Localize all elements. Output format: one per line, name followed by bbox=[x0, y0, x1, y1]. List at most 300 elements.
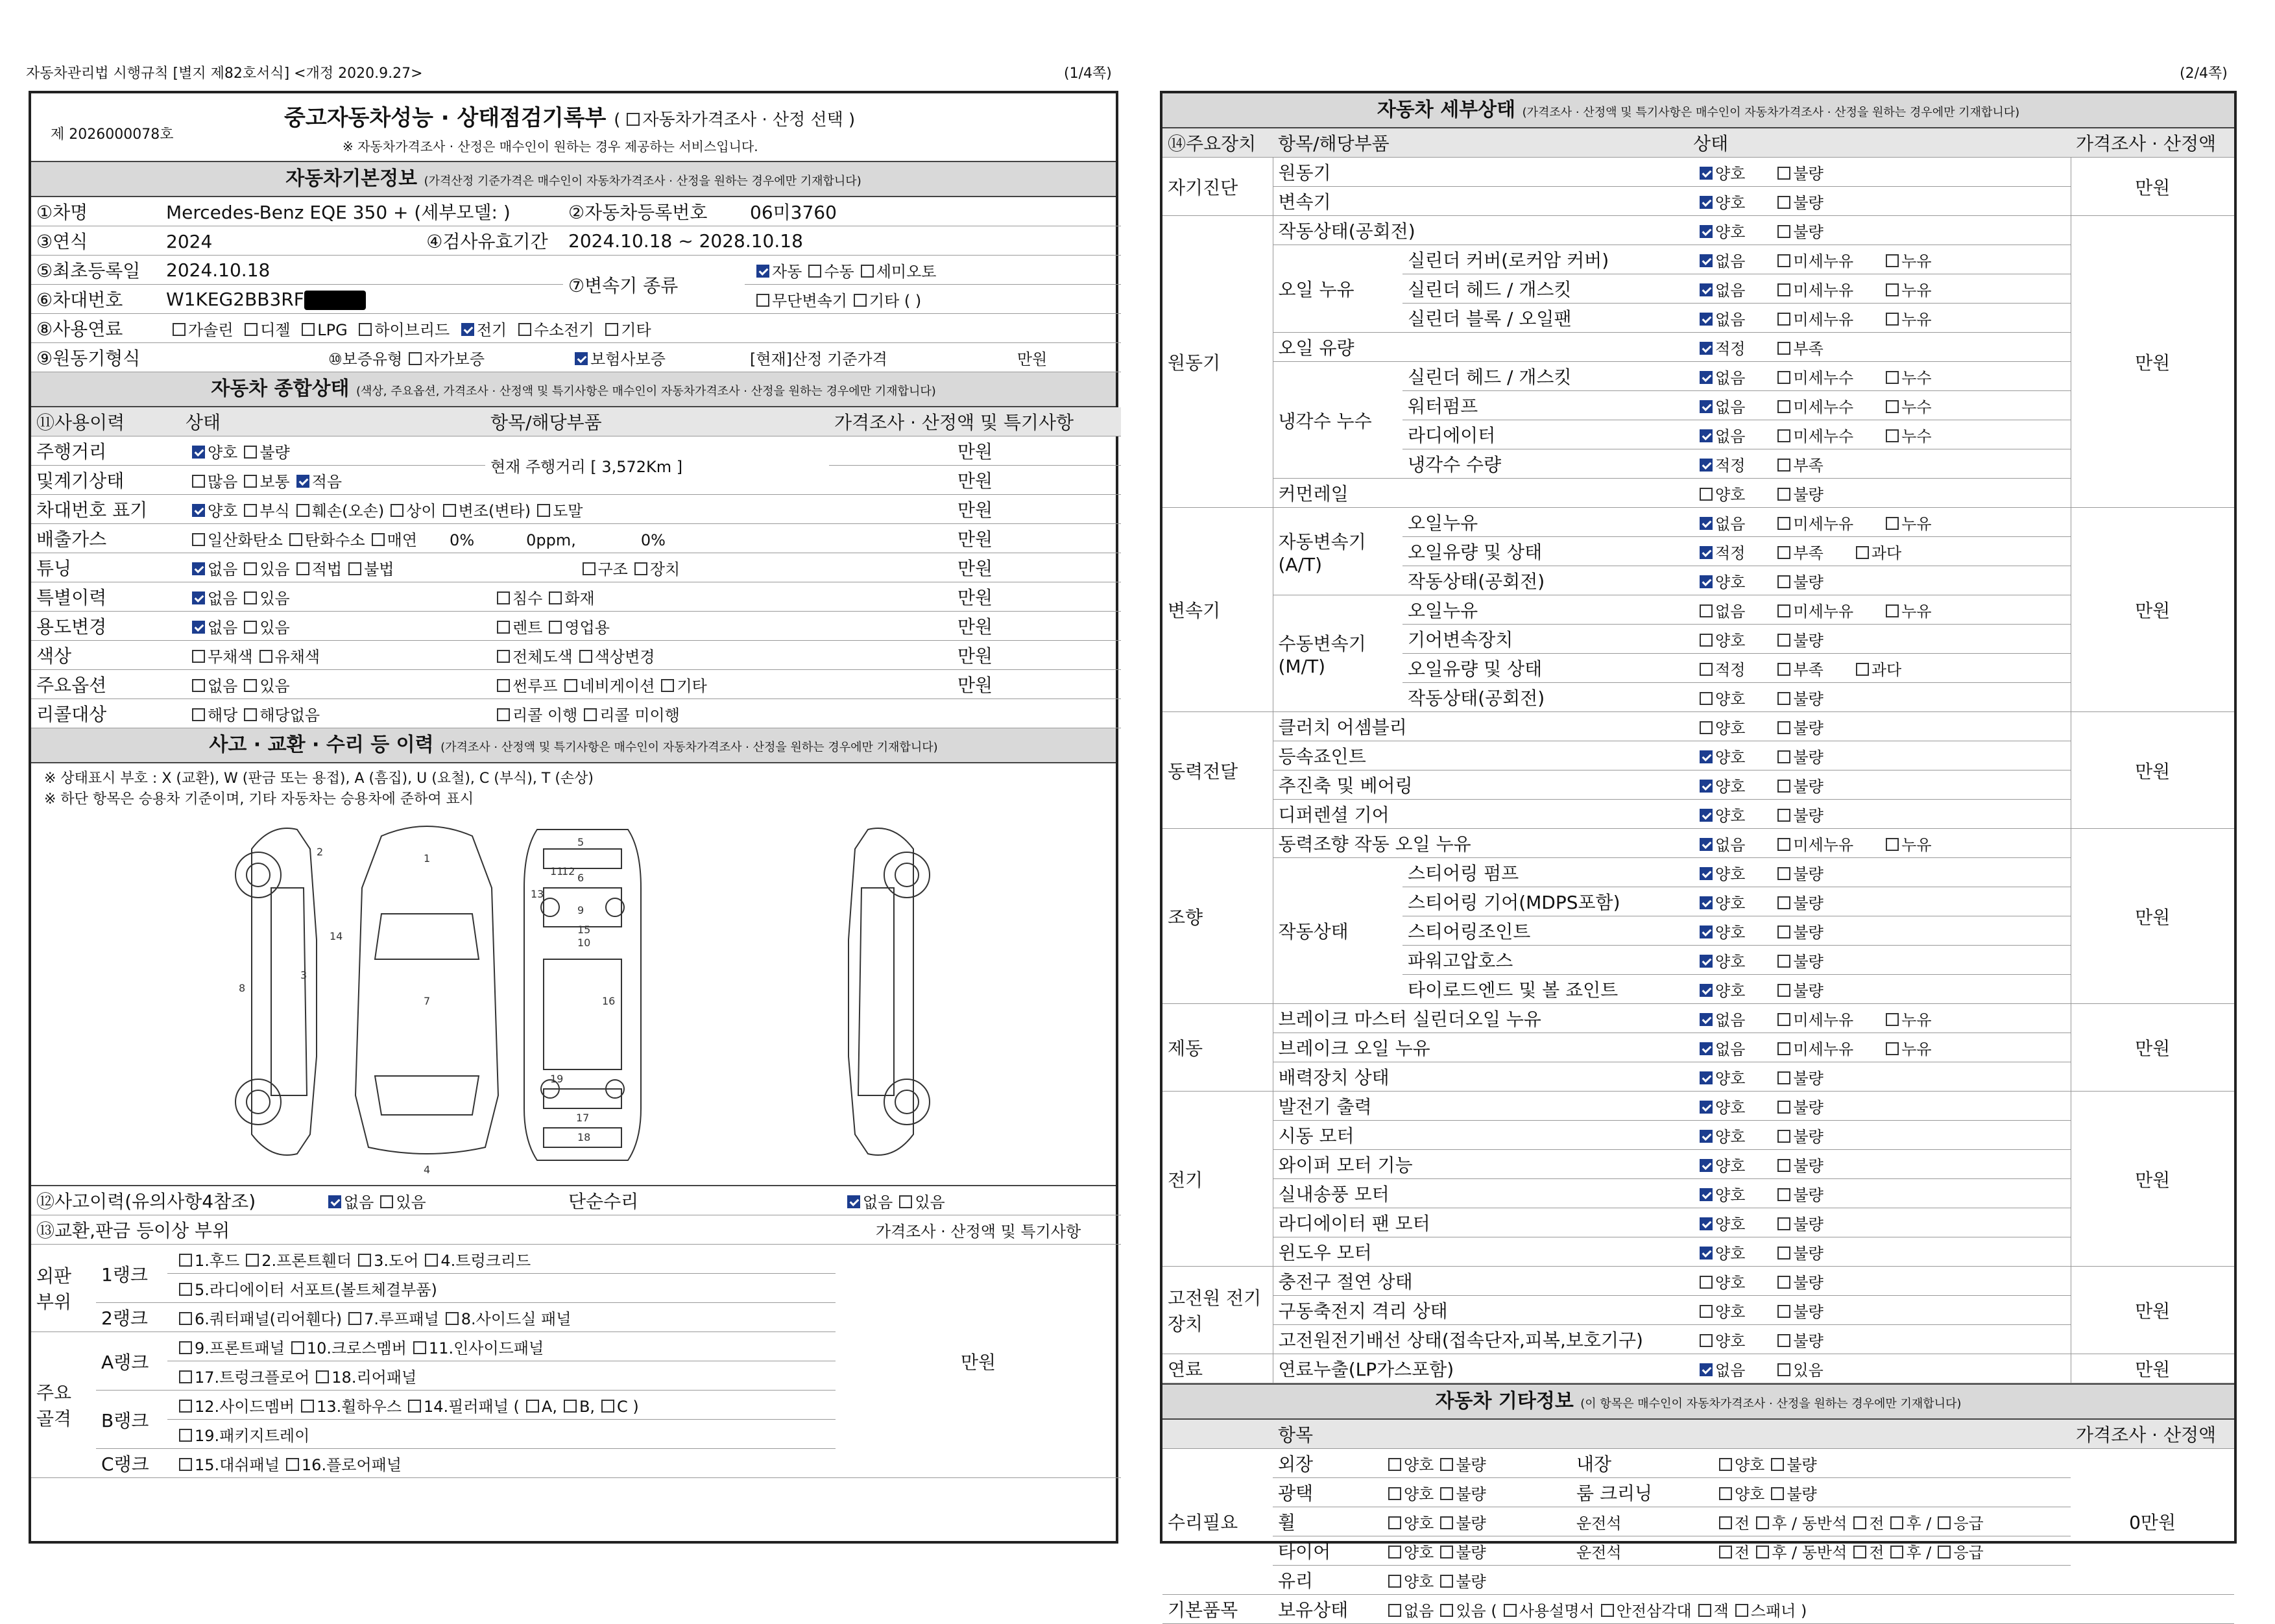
detail-state: 양호 불량 bbox=[1688, 946, 2071, 975]
left-page bbox=[29, 91, 1118, 1544]
tire-front-checkbox[interactable] bbox=[1719, 1546, 1732, 1558]
tire-rear-checkbox[interactable] bbox=[1890, 1546, 1903, 1558]
detail-state-checkbox[interactable] bbox=[1777, 1363, 1790, 1376]
detail-state-checkbox[interactable] bbox=[1777, 809, 1790, 822]
other-price: 0만원 bbox=[2071, 1449, 2234, 1595]
detail-state-checkbox[interactable] bbox=[1700, 955, 1713, 968]
part-8-checkbox[interactable] bbox=[446, 1312, 459, 1325]
detail-state-checkbox[interactable] bbox=[1700, 1188, 1713, 1201]
usage-yes-checkbox[interactable] bbox=[244, 621, 257, 634]
trans-manual-checkbox[interactable] bbox=[808, 265, 821, 278]
detail-state-checkbox[interactable] bbox=[1777, 838, 1790, 851]
detail-state-checkbox[interactable] bbox=[1886, 1042, 1899, 1055]
diagram-label-7: 7 bbox=[424, 995, 431, 1007]
detail-state-checkbox[interactable] bbox=[1700, 838, 1713, 851]
detail-col-price: 가격조사 · 산정액 bbox=[2071, 128, 2234, 158]
part-9-checkbox[interactable] bbox=[179, 1341, 192, 1354]
part-13-checkbox[interactable] bbox=[301, 1400, 314, 1413]
detail-state: 양호 불량 bbox=[1688, 625, 2071, 654]
detail-state-checkbox[interactable] bbox=[1700, 1130, 1713, 1143]
mileage-good-checkbox[interactable] bbox=[192, 446, 205, 459]
exchange-price-col: 가격조사 · 산정액 및 특기사항 bbox=[836, 1215, 1121, 1245]
detail-state-checkbox[interactable] bbox=[1700, 1217, 1713, 1230]
detail-state-checkbox[interactable] bbox=[1777, 984, 1790, 997]
detail-state-checkbox[interactable] bbox=[1777, 371, 1790, 384]
detail-state-checkbox[interactable] bbox=[1700, 1071, 1713, 1084]
detail-item-label: 클러치 어셈블리 bbox=[1273, 712, 1688, 741]
wheel-driver-label: 운전석 bbox=[1571, 1507, 1707, 1536]
recall-no-checkbox[interactable] bbox=[244, 708, 257, 721]
wheel-front2-checkbox[interactable] bbox=[1853, 1516, 1866, 1529]
part-18-checkbox[interactable] bbox=[316, 1370, 329, 1383]
detail-state-checkbox[interactable] bbox=[1777, 750, 1790, 763]
detail-state-checkbox[interactable] bbox=[1777, 167, 1790, 180]
detail-state-checkbox[interactable] bbox=[1777, 575, 1790, 588]
detail-state-checkbox[interactable] bbox=[1777, 400, 1790, 413]
detail-state-checkbox[interactable] bbox=[1700, 1276, 1713, 1289]
detail-state-checkbox[interactable] bbox=[1700, 196, 1713, 209]
detail-state-checkbox[interactable] bbox=[1700, 1042, 1713, 1055]
wheel-passenger-checkbox[interactable] bbox=[1756, 1516, 1769, 1529]
detail-state-checkbox[interactable] bbox=[1777, 692, 1790, 705]
part-14-checkbox[interactable] bbox=[408, 1400, 421, 1413]
pillar-c-checkbox[interactable] bbox=[601, 1400, 614, 1413]
detail-item-label: 냉각수 누수 bbox=[1273, 362, 1402, 479]
diagram-label-12: 12 bbox=[562, 865, 575, 878]
detail-price: 만원 bbox=[2071, 508, 2234, 712]
exterior-bad-checkbox[interactable] bbox=[1440, 1458, 1453, 1471]
tuning-device-checkbox[interactable] bbox=[634, 562, 647, 575]
interior-good-checkbox[interactable] bbox=[1719, 1458, 1732, 1471]
detail-state-checkbox[interactable] bbox=[1700, 371, 1713, 384]
detail-state-checkbox[interactable] bbox=[1777, 1130, 1790, 1143]
color-label: 색상 bbox=[31, 641, 180, 670]
detail-state-checkbox[interactable] bbox=[1700, 634, 1713, 647]
detail-item-label: 실내송풍 모터 bbox=[1273, 1179, 1688, 1208]
options-none-checkbox[interactable] bbox=[192, 679, 205, 692]
tire-passenger-checkbox[interactable] bbox=[1756, 1546, 1769, 1558]
rank-b-label: B랭크 bbox=[96, 1391, 167, 1449]
detail-state: 적정 부족 bbox=[1688, 449, 2071, 479]
detail-state: 양호 불량 bbox=[1688, 1092, 2071, 1121]
usage-rent-checkbox[interactable] bbox=[497, 621, 510, 634]
right-page bbox=[1160, 91, 2237, 1621]
price-unit: 만원 bbox=[829, 436, 1121, 466]
detail-state: 양호 불량 bbox=[1688, 770, 2071, 800]
price-unit: 만원 bbox=[829, 582, 1121, 612]
part-4-checkbox[interactable] bbox=[425, 1254, 438, 1267]
special-fire-checkbox[interactable] bbox=[549, 591, 562, 604]
options-other-checkbox[interactable] bbox=[661, 679, 674, 692]
fuel-other-checkbox[interactable] bbox=[605, 323, 618, 336]
detail-state-checkbox[interactable] bbox=[1886, 313, 1899, 326]
vin-state-label: 차대번호 표기 bbox=[31, 495, 180, 524]
simple-none-checkbox[interactable] bbox=[847, 1195, 860, 1208]
detail-state-checkbox[interactable] bbox=[1700, 1363, 1713, 1376]
detail-state-checkbox[interactable] bbox=[1777, 225, 1790, 238]
accident-yes-checkbox[interactable] bbox=[380, 1195, 393, 1208]
detail-state-checkbox[interactable] bbox=[1700, 313, 1713, 326]
detail-state-checkbox[interactable] bbox=[1777, 1071, 1790, 1084]
detail-state-checkbox[interactable] bbox=[1700, 225, 1713, 238]
trans-auto-checkbox[interactable] bbox=[756, 265, 769, 278]
diagram-label-8: 8 bbox=[239, 982, 246, 994]
detail-state: 양호 불량 bbox=[1688, 1150, 2071, 1179]
detail-row bbox=[1162, 829, 2234, 858]
exhaust-smoke-checkbox[interactable] bbox=[372, 533, 385, 546]
color-full-paint-checkbox[interactable] bbox=[497, 650, 510, 663]
detail-state-checkbox[interactable] bbox=[1700, 780, 1713, 793]
detail-state: 양호 불량 bbox=[1688, 887, 2071, 916]
basic-info-table: ①차명 Mercedes-Benz EQE 350 + (세부모델: ) ②자동차등록번호 06미3760 ③연식 2024 ④검사유효기간 2024.10.18 ~ 2028.10.18 ⑤최초등록일 2024.10.18 ⑦변속기 종류 자동 수동 세미오토 ⑥차대번호 W1KEG2BB3RF 무단변속기 기타 ( ) ⑧사용연료 가솔린 디젤 LPG 하이브리드 전기 수소전기 기타 ⑨원동기형식 ⑩보증유형 자가보증 보험사보증 [현재]산정 기준가격 만원 bbox=[31, 197, 1121, 372]
options-sunroof-checkbox[interactable] bbox=[497, 679, 510, 692]
detail-state-checkbox[interactable] bbox=[1777, 1276, 1790, 1289]
detail-state-checkbox[interactable] bbox=[1700, 1247, 1713, 1260]
part-7-checkbox[interactable] bbox=[348, 1312, 361, 1325]
special-yes-checkbox[interactable] bbox=[244, 591, 257, 604]
detail-state-checkbox[interactable] bbox=[1777, 1159, 1790, 1172]
kit-spanner-checkbox[interactable] bbox=[1735, 1604, 1748, 1617]
detail-item-label: 작동상태 bbox=[1273, 858, 1402, 1004]
fuel-gasoline-checkbox[interactable] bbox=[173, 323, 186, 336]
vin-good-checkbox[interactable] bbox=[192, 504, 205, 517]
mileage-high-checkbox[interactable] bbox=[192, 475, 205, 488]
detail-state-checkbox[interactable] bbox=[1777, 1247, 1790, 1260]
tuning-yes-checkbox[interactable] bbox=[244, 562, 257, 575]
special-flood-checkbox[interactable] bbox=[497, 591, 510, 604]
detail-part-label: 작동상태(공회전) bbox=[1402, 683, 1688, 712]
color-chromatic-checkbox[interactable] bbox=[259, 650, 272, 663]
glass-bad-checkbox[interactable] bbox=[1440, 1575, 1453, 1588]
detail-state: 양호 불량 bbox=[1688, 566, 2071, 595]
detail-state-checkbox[interactable] bbox=[1777, 196, 1790, 209]
part-2-checkbox[interactable] bbox=[246, 1254, 259, 1267]
detail-state-checkbox[interactable] bbox=[1700, 692, 1713, 705]
detail-state-checkbox[interactable] bbox=[1700, 1101, 1713, 1114]
kit-triangle-checkbox[interactable] bbox=[1601, 1604, 1614, 1617]
detail-state: 양호 불량 bbox=[1688, 741, 2071, 770]
detail-state-checkbox[interactable] bbox=[1886, 1013, 1899, 1026]
detail-state-checkbox[interactable] bbox=[1700, 546, 1713, 559]
diagram-label-18: 18 bbox=[577, 1131, 591, 1143]
pillar-b-checkbox[interactable] bbox=[564, 1400, 577, 1413]
diagram-label-1: 1 bbox=[424, 852, 431, 865]
usage-none-checkbox[interactable] bbox=[192, 621, 205, 634]
detail-state-checkbox[interactable] bbox=[1700, 575, 1713, 588]
fuel-hydrogen-checkbox[interactable] bbox=[518, 323, 531, 336]
diagram-label-19: 19 bbox=[550, 1073, 564, 1085]
detail-state-checkbox[interactable] bbox=[1700, 1013, 1713, 1026]
detail-state-checkbox[interactable] bbox=[1886, 400, 1899, 413]
detail-state-checkbox[interactable] bbox=[1886, 604, 1899, 617]
mileage-normal-checkbox[interactable] bbox=[244, 475, 257, 488]
detail-price: 만원 bbox=[2071, 158, 2234, 216]
trans-cvt-checkbox[interactable] bbox=[756, 294, 769, 307]
diagram-label-16: 16 bbox=[602, 995, 616, 1007]
price-unit: 만원 bbox=[829, 524, 1121, 553]
wheel-front-checkbox[interactable] bbox=[1719, 1516, 1732, 1529]
detail-state-checkbox[interactable] bbox=[1886, 283, 1899, 296]
detail-state-checkbox[interactable] bbox=[1886, 371, 1899, 384]
kit-jack-checkbox[interactable] bbox=[1698, 1604, 1711, 1617]
detail-state-checkbox[interactable] bbox=[1700, 867, 1713, 880]
interior-bad-checkbox[interactable] bbox=[1771, 1458, 1784, 1471]
detail-state-checkbox[interactable] bbox=[1700, 663, 1713, 676]
exterior-label: 외장 bbox=[1273, 1449, 1377, 1478]
recall-yes-checkbox[interactable] bbox=[192, 708, 205, 721]
detail-state-checkbox[interactable] bbox=[1700, 459, 1713, 472]
detail-state-checkbox[interactable] bbox=[1777, 604, 1790, 617]
tuning-legal-checkbox[interactable] bbox=[296, 562, 309, 575]
warranty-self-checkbox[interactable] bbox=[409, 352, 422, 365]
detail-item-label: 수동변속기 (M/T) bbox=[1273, 595, 1402, 712]
vin-damage-checkbox[interactable] bbox=[296, 504, 309, 517]
fuel-lpg-checkbox[interactable] bbox=[302, 323, 315, 336]
detail-state-checkbox[interactable] bbox=[1777, 1042, 1790, 1055]
detail-state-checkbox[interactable] bbox=[1777, 1305, 1790, 1318]
detail-part-label: 라디에이터 bbox=[1402, 420, 1688, 449]
rank-2-label: 2랭크 bbox=[96, 1303, 167, 1332]
valid-label: ④검사유효기간 bbox=[426, 231, 548, 252]
detail-state: 적정 부족 과다 bbox=[1688, 654, 2071, 683]
detail-state-checkbox[interactable] bbox=[1700, 896, 1713, 909]
kit-label: 보유상태 bbox=[1273, 1595, 1377, 1624]
detail-state-checkbox[interactable] bbox=[1700, 721, 1713, 734]
tuning-illegal-checkbox[interactable] bbox=[348, 562, 361, 575]
detail-state-checkbox[interactable] bbox=[1700, 342, 1713, 355]
tire-driver-label: 운전석 bbox=[1571, 1536, 1707, 1566]
trans-semi-checkbox[interactable] bbox=[861, 265, 874, 278]
tuning-none-checkbox[interactable] bbox=[192, 562, 205, 575]
detail-state-checkbox[interactable] bbox=[1856, 663, 1869, 676]
exterior-good-checkbox[interactable] bbox=[1388, 1458, 1401, 1471]
main-frame-label: 주요 골격 bbox=[31, 1332, 96, 1478]
col-part: 항목/해당부품 bbox=[485, 407, 829, 436]
detail-state-checkbox[interactable] bbox=[1700, 429, 1713, 442]
detail-state-checkbox[interactable] bbox=[1777, 925, 1790, 938]
part-19-checkbox[interactable] bbox=[179, 1429, 192, 1442]
detail-state-checkbox[interactable] bbox=[1886, 838, 1899, 851]
room-bad-checkbox[interactable] bbox=[1771, 1487, 1784, 1500]
detail-state-checkbox[interactable] bbox=[1777, 896, 1790, 909]
detail-part-label: 스티어링 기어(MDPS포함) bbox=[1402, 887, 1688, 916]
accident-none-checkbox[interactable] bbox=[328, 1195, 341, 1208]
kit-none-checkbox[interactable] bbox=[1388, 1604, 1401, 1617]
detail-item-label: 연료누출(LP가스포함) bbox=[1273, 1354, 1688, 1383]
detail-item-label: 브레이크 오일 누유 bbox=[1273, 1033, 1688, 1062]
gloss-good-checkbox[interactable] bbox=[1388, 1487, 1401, 1500]
options-yes-checkbox[interactable] bbox=[244, 679, 257, 692]
detail-state-checkbox[interactable] bbox=[1777, 429, 1790, 442]
detail-state-checkbox[interactable] bbox=[1700, 984, 1713, 997]
doc-number: 제 2026000078호 bbox=[51, 126, 174, 143]
usage-business-checkbox[interactable] bbox=[549, 621, 562, 634]
detail-state-checkbox[interactable] bbox=[1777, 546, 1790, 559]
tire-good-checkbox[interactable] bbox=[1388, 1546, 1401, 1558]
detail-state-checkbox[interactable] bbox=[1777, 459, 1790, 472]
detail-state-checkbox[interactable] bbox=[1777, 1334, 1790, 1347]
trans-other-checkbox[interactable] bbox=[854, 294, 867, 307]
simple-repair-label: 단순수리 bbox=[563, 1186, 836, 1215]
color-achromatic-checkbox[interactable] bbox=[192, 650, 205, 663]
detail-state: 없음 미세누유 누유 bbox=[1688, 508, 2071, 537]
detail-state-checkbox[interactable] bbox=[1777, 1101, 1790, 1114]
part-6-checkbox[interactable] bbox=[179, 1312, 192, 1325]
vin-corrosion-checkbox[interactable] bbox=[244, 504, 257, 517]
detail-state: 양호 불량 bbox=[1688, 1179, 2071, 1208]
part-5-checkbox[interactable] bbox=[179, 1283, 192, 1296]
part-1-checkbox[interactable] bbox=[179, 1254, 192, 1267]
detail-group-label: 고전원 전기장치 bbox=[1162, 1267, 1273, 1354]
part-10-checkbox[interactable] bbox=[291, 1341, 304, 1354]
color-change-checkbox[interactable] bbox=[579, 650, 592, 663]
fuel-electric-checkbox[interactable] bbox=[461, 323, 474, 336]
detail-state: 양호 불량 bbox=[1688, 1062, 2071, 1092]
detail-col-state: 상태 bbox=[1688, 128, 2071, 158]
fuel-diesel-checkbox[interactable] bbox=[245, 323, 258, 336]
detail-state-checkbox[interactable] bbox=[1700, 604, 1713, 617]
detail-item-label: 원동기 bbox=[1273, 158, 1688, 187]
detail-state-checkbox[interactable] bbox=[1700, 809, 1713, 822]
fuel-hybrid-checkbox[interactable] bbox=[359, 323, 372, 336]
room-good-checkbox[interactable] bbox=[1719, 1487, 1732, 1500]
detail-table bbox=[1162, 128, 2234, 1383]
detail-state-checkbox[interactable] bbox=[1700, 283, 1713, 296]
price-unit: 만원 bbox=[829, 641, 1121, 670]
part-12-checkbox[interactable] bbox=[179, 1400, 192, 1413]
vin-painted-checkbox[interactable] bbox=[537, 504, 550, 517]
detail-state-checkbox[interactable] bbox=[1777, 254, 1790, 267]
detail-state-checkbox[interactable] bbox=[1777, 1188, 1790, 1201]
warranty-insurer-checkbox[interactable] bbox=[575, 352, 588, 365]
repair-label: 수리필요 bbox=[1162, 1449, 1273, 1595]
detail-state-checkbox[interactable] bbox=[1777, 1013, 1790, 1026]
detail-state-checkbox[interactable] bbox=[1886, 254, 1899, 267]
detail-state-checkbox[interactable] bbox=[1700, 1305, 1713, 1318]
part-15-checkbox[interactable] bbox=[179, 1458, 192, 1471]
detail-item-label: 시동 모터 bbox=[1273, 1121, 1688, 1150]
options-navi-checkbox[interactable] bbox=[564, 679, 577, 692]
detail-state-checkbox[interactable] bbox=[1777, 634, 1790, 647]
kit-have-checkbox[interactable] bbox=[1440, 1604, 1453, 1617]
tire-emergency-checkbox[interactable] bbox=[1938, 1546, 1951, 1558]
detail-state: 양호 불량 bbox=[1688, 479, 2071, 508]
detail-state-checkbox[interactable] bbox=[1777, 517, 1790, 530]
detail-state-checkbox[interactable] bbox=[1777, 955, 1790, 968]
detail-item-label: 배력장치 상태 bbox=[1273, 1062, 1688, 1092]
reg-no-label: ②자동차등록번호 bbox=[563, 197, 745, 226]
col-state: 상태 bbox=[180, 407, 485, 436]
part-3-checkbox[interactable] bbox=[358, 1254, 371, 1267]
mileage-bad-checkbox[interactable] bbox=[244, 446, 257, 459]
detail-group-label: 조향 bbox=[1162, 829, 1273, 1004]
detail-state-checkbox[interactable] bbox=[1700, 925, 1713, 938]
page-indicator-2: (2/4쪽) bbox=[2180, 66, 2228, 82]
detail-state-checkbox[interactable] bbox=[1777, 867, 1790, 880]
detail-state-checkbox[interactable] bbox=[1777, 313, 1790, 326]
wheel-label: 휠 bbox=[1273, 1507, 1377, 1536]
detail-state-checkbox[interactable] bbox=[1700, 1159, 1713, 1172]
year-label: ③연식 bbox=[31, 226, 161, 256]
exhaust-hc-checkbox[interactable] bbox=[289, 533, 302, 546]
detail-state-checkbox[interactable] bbox=[1777, 1217, 1790, 1230]
wheel-rear-checkbox[interactable] bbox=[1890, 1516, 1903, 1529]
tire-bad-checkbox[interactable] bbox=[1440, 1546, 1453, 1558]
accident-table: ⑫사고이력(유의사항4참조) 없음 있음 단순수리 없음 있음 ⑬교환,판금 등이상 부위 가격조사 · 산정액 및 특기사항 bbox=[31, 1186, 1121, 1245]
warranty-label: ⑩보증유형 bbox=[328, 350, 403, 368]
detail-state-checkbox[interactable] bbox=[1777, 780, 1790, 793]
part-16-checkbox[interactable] bbox=[286, 1458, 299, 1471]
diagram-label-4: 4 bbox=[424, 1164, 431, 1176]
car-panel-diagram bbox=[232, 810, 933, 1180]
detail-state-checkbox[interactable] bbox=[1700, 1334, 1713, 1347]
tire-label: 타이어 bbox=[1273, 1536, 1377, 1566]
simple-yes-checkbox[interactable] bbox=[899, 1195, 912, 1208]
basic-items-label: 기본품목 bbox=[1162, 1595, 1273, 1624]
special-none-checkbox[interactable] bbox=[192, 591, 205, 604]
diagram-label-10: 10 bbox=[577, 937, 591, 949]
detail-item-label: 브레이크 마스터 실린더오일 누유 bbox=[1273, 1004, 1688, 1033]
price-service-checkbox[interactable] bbox=[627, 113, 640, 126]
detail-state-checkbox[interactable] bbox=[1886, 429, 1899, 442]
doc-header bbox=[31, 93, 1116, 162]
exhaust-co-checkbox[interactable] bbox=[192, 533, 205, 546]
detail-state-checkbox[interactable] bbox=[1777, 488, 1790, 501]
glass-good-checkbox[interactable] bbox=[1388, 1575, 1401, 1588]
reg-no: 06미3760 bbox=[745, 197, 1121, 226]
kit-manual-checkbox[interactable] bbox=[1504, 1604, 1517, 1617]
detail-state-checkbox[interactable] bbox=[1700, 488, 1713, 501]
wheel-emergency-checkbox[interactable] bbox=[1938, 1516, 1951, 1529]
detail-state-checkbox[interactable] bbox=[1700, 400, 1713, 413]
detail-state-checkbox[interactable] bbox=[1700, 254, 1713, 267]
recall-notdone-checkbox[interactable] bbox=[584, 708, 597, 721]
detail-state-checkbox[interactable] bbox=[1856, 546, 1869, 559]
detail-part-label: 스티어링 펌프 bbox=[1402, 858, 1688, 887]
usage-label: 용도변경 bbox=[31, 612, 180, 641]
detail-item-label: 자동변속기 (A/T) bbox=[1273, 508, 1402, 595]
tuning-structure-checkbox[interactable] bbox=[583, 562, 596, 575]
detail-state-checkbox[interactable] bbox=[1777, 283, 1790, 296]
wheel-good-checkbox[interactable] bbox=[1388, 1516, 1401, 1529]
vin-mismatch-checkbox[interactable] bbox=[391, 504, 403, 517]
car-diagram-area bbox=[31, 763, 1116, 1186]
detail-part-label: 오일누유 bbox=[1402, 595, 1688, 625]
detail-state: 없음 있음 bbox=[1688, 1354, 2071, 1383]
mileage-low-checkbox[interactable] bbox=[296, 475, 309, 488]
wheel-bad-checkbox[interactable] bbox=[1440, 1516, 1453, 1529]
detail-state-checkbox[interactable] bbox=[1700, 167, 1713, 180]
detail-row bbox=[1162, 1092, 2234, 1121]
tire-front2-checkbox[interactable] bbox=[1853, 1546, 1866, 1558]
vin-altered-checkbox[interactable] bbox=[443, 504, 456, 517]
detail-state-checkbox[interactable] bbox=[1777, 721, 1790, 734]
part-11-checkbox[interactable] bbox=[413, 1341, 426, 1354]
detail-state-checkbox[interactable] bbox=[1777, 342, 1790, 355]
recall-done-checkbox[interactable] bbox=[497, 708, 510, 721]
detail-state-checkbox[interactable] bbox=[1777, 663, 1790, 676]
detail-state-checkbox[interactable] bbox=[1700, 517, 1713, 530]
doc-title-note: ※ 자동차가격조사 · 산정은 매수인이 원하는 경우 제공하는 서비스입니다. bbox=[343, 139, 758, 154]
gloss-bad-checkbox[interactable] bbox=[1440, 1487, 1453, 1500]
detail-state-checkbox[interactable] bbox=[1886, 517, 1899, 530]
detail-state: 적정 부족 과다 bbox=[1688, 537, 2071, 566]
pillar-a-checkbox[interactable] bbox=[526, 1400, 539, 1413]
price-unit: 만원 bbox=[1017, 350, 1048, 368]
detail-state-checkbox[interactable] bbox=[1700, 750, 1713, 763]
part-17-checkbox[interactable] bbox=[179, 1370, 192, 1383]
detail-price: 만원 bbox=[2071, 829, 2234, 1004]
